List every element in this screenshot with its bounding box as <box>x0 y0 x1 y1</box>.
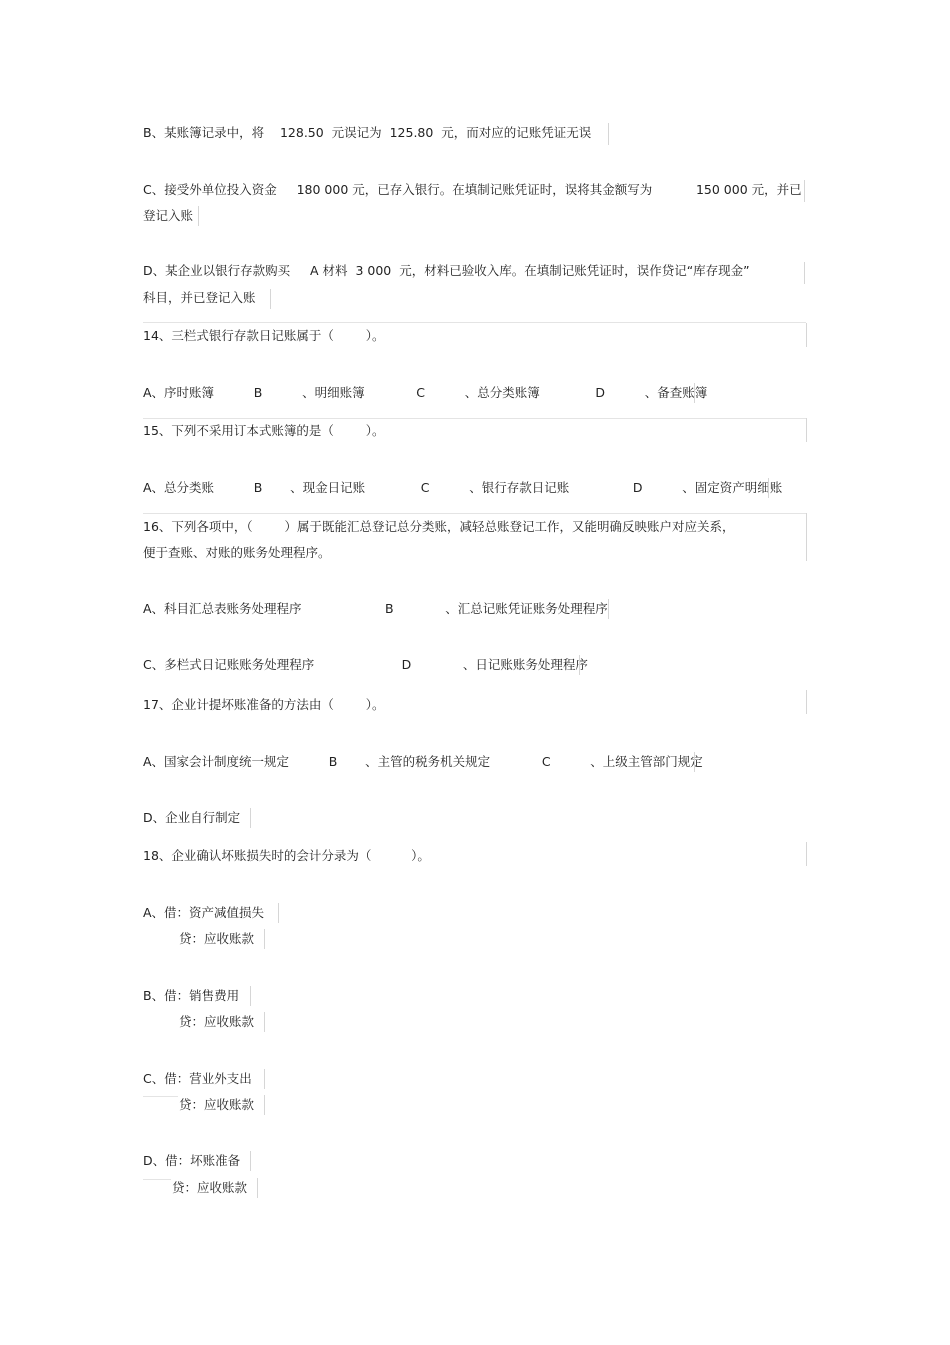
option-line: D、某企业以银行存款购买 A 材料 3 000 元，材料已验收入库。在填制记账凭证时，误作贷记“库存现金” <box>143 263 750 278</box>
options-14: A、序时账簿 B 、明细账簿 C 、总分类账簿 D 、备查账簿 <box>143 385 708 400</box>
line-end-mark <box>806 323 807 347</box>
options-17-d: D、企业自行制定 <box>143 810 241 825</box>
option-line-continued: 登记入账 <box>143 208 194 223</box>
line-end-mark <box>250 986 251 1006</box>
row-rule <box>143 1179 171 1180</box>
line-end-mark <box>198 206 199 226</box>
line-end-mark <box>579 655 580 675</box>
line-end-mark <box>806 842 807 866</box>
option-18-a-debit: A、借：资产减值损失 <box>143 905 265 920</box>
question-17: 17、企业计提坏账准备的方法由（ ）。 <box>143 697 385 712</box>
row-rule <box>143 418 806 419</box>
line-end-mark <box>694 383 695 403</box>
line-end-mark <box>608 599 609 619</box>
line-end-mark <box>694 752 695 772</box>
option-18-d-debit: D、借：坏账准备 <box>143 1153 241 1168</box>
line-end-mark <box>264 1069 265 1089</box>
line-end-mark <box>768 478 769 498</box>
line-end-mark <box>804 180 805 202</box>
options-15: A、总分类账 B 、现金日记账 C 、银行存款日记账 D 、固定资产明细账 <box>143 480 783 495</box>
row-rule <box>143 1096 178 1097</box>
line-end-mark <box>804 262 805 284</box>
option-18-c-debit: C、借：营业外支出 <box>143 1071 252 1086</box>
option-18-c-credit: 贷：应收账款 <box>179 1097 255 1112</box>
row-rule <box>143 322 806 323</box>
question-15: 15、下列不采用订本式账簿的是（ ）。 <box>143 423 385 438</box>
line-end-mark <box>278 903 279 923</box>
question-18: 18、企业确认坏账损失时的会计分录为（ ）。 <box>143 848 430 863</box>
line-end-mark <box>806 690 807 714</box>
line-end-mark <box>608 123 609 145</box>
options-17-abc: A、国家会计制度统一规定 B 、主管的税务机关规定 C 、上级主管部门规定 <box>143 754 703 769</box>
options-16-cd: C、多栏式日记账账务处理程序 D 、日记账账务处理程序 <box>143 657 588 672</box>
option-18-d-credit: 贷：应收账款 <box>172 1180 248 1195</box>
option-18-b-credit: 贷：应收账款 <box>179 1014 255 1029</box>
option-18-a-credit: 贷：应收账款 <box>179 931 255 946</box>
line-end-mark <box>264 929 265 949</box>
line-end-mark <box>264 1012 265 1032</box>
question-16-continued: 便于查账、对账的账务处理程序。 <box>143 545 331 560</box>
question-14: 14、三栏式银行存款日记账属于（ ）。 <box>143 328 385 343</box>
option-line: C、接受外单位投入资金 180 000 元，已存入银行。在填制记账凭证时，误将其金额写为 150 000 元，并已 <box>143 182 802 197</box>
line-end-mark <box>257 1178 258 1198</box>
question-16: 16、下列各项中，（ ）属于既能汇总登记总分类账，减轻总账登记工作，又能明确反映账户对应关系， <box>143 519 735 534</box>
option-line-continued: 科目，并已登记入账 <box>143 290 256 305</box>
options-16-ab: A、科目汇总表账务处理程序 B 、汇总记账凭证账务处理程序 <box>143 601 608 616</box>
line-end-mark <box>806 513 807 561</box>
option-18-b-debit: B、借：销售费用 <box>143 988 240 1003</box>
option-line: B、某账簿记录中，将 128.50 元误记为 125.80 元，而对应的记账凭证无误 <box>143 125 592 140</box>
line-end-mark <box>270 289 271 309</box>
line-end-mark <box>250 1151 251 1171</box>
line-end-mark <box>250 808 251 828</box>
line-end-mark <box>806 418 807 442</box>
row-rule <box>143 513 806 514</box>
line-end-mark <box>264 1095 265 1115</box>
